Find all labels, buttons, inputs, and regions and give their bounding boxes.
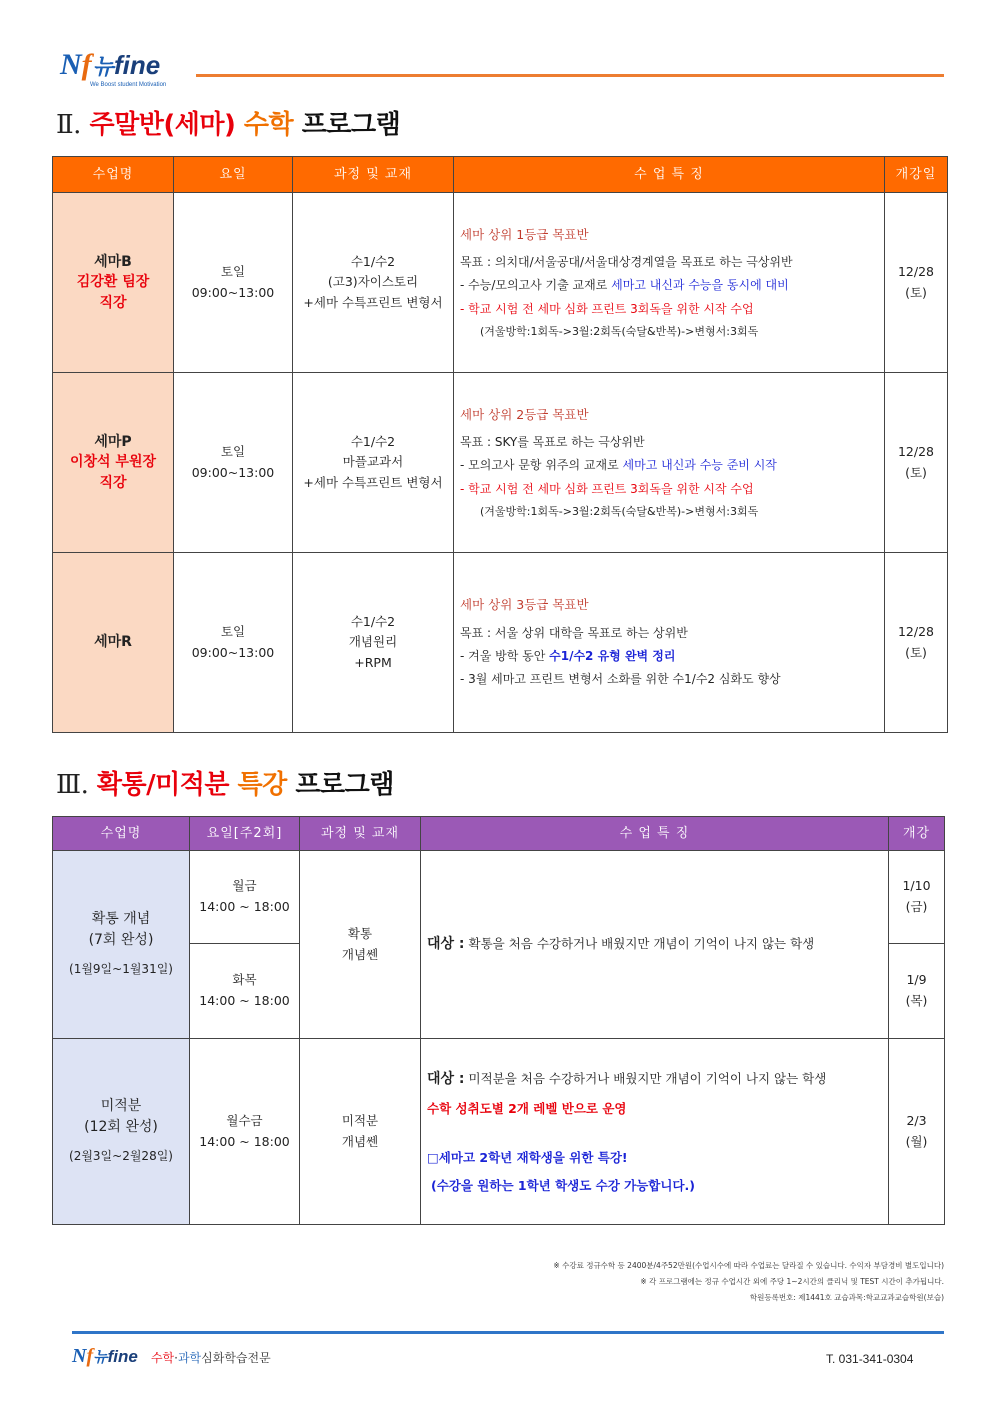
target-label: 대상 :	[427, 1070, 465, 1087]
feature-highlight: 수1/수2 유형 완벽 정리	[549, 648, 676, 663]
day-cell	[190, 851, 300, 944]
header-features: 수 업 특 징	[421, 817, 889, 851]
teacher-name: 이창석 부원장	[69, 454, 157, 471]
features-cell	[421, 851, 889, 1039]
start-date-cell	[885, 553, 948, 733]
footnotes	[553, 1258, 944, 1305]
feature-line: - 학교 시험 전 세마 심화 프린트 3회독을 위한 시작 수업	[460, 301, 754, 316]
header-features: 수 업 특 징	[454, 157, 885, 193]
header-class-name: 수업명	[53, 157, 174, 193]
class-time: 14:00 ~ 18:00	[199, 899, 290, 914]
weekend-program-table	[52, 156, 948, 733]
table-header-row	[53, 817, 945, 851]
header-start-date: 개강일	[885, 157, 948, 193]
section3-title-c: 프로그램	[295, 770, 394, 800]
class-name: 세마R	[94, 634, 132, 651]
start-date-cell	[885, 193, 948, 373]
feature-line: - 모의고사 문항 위주의 교재로 세마고 내신과 수능 준비 시작	[460, 458, 777, 473]
feature-goal: 목표 : 서울 상위 대학을 목표로 하는 상위반	[460, 625, 688, 640]
class-day: 월수금	[226, 1112, 263, 1128]
section2-number: Ⅱ.	[56, 110, 81, 140]
class-day: 화목	[232, 972, 257, 988]
start-date: 1/9	[906, 972, 927, 988]
section3-title-a: 확통/미적분	[96, 770, 229, 800]
course-cell	[293, 193, 454, 373]
course-cell	[293, 553, 454, 733]
class-time: 14:00 ~ 18:00	[199, 993, 290, 1008]
class-time: 14:00 ~ 18:00	[199, 1133, 290, 1149]
class-name: 미적분	[100, 1098, 142, 1115]
features-cell	[454, 373, 885, 553]
section2-title	[56, 104, 400, 141]
header-course: 과정 및 교재	[293, 157, 454, 193]
class-day: 토일	[220, 263, 246, 279]
table-header-row	[53, 157, 948, 193]
start-weekday: (토)	[905, 284, 927, 300]
course-line: (고3)자이스토리	[327, 274, 419, 290]
class-name: 세마B	[94, 254, 132, 271]
header-day: 요일[주2회]	[190, 817, 300, 851]
day-cell	[174, 193, 293, 373]
start-date: 12/28	[897, 623, 935, 639]
feature-line: - 수능/모의고사 기출 교재로 세마고 내신과 수능을 동시에 대비	[460, 278, 789, 293]
course-line: 개념쎈	[341, 1133, 379, 1149]
start-date: 2/3	[906, 1112, 927, 1128]
course-cell	[300, 1039, 421, 1225]
footnote-line: 학원등록번호: 제1441호 교습과목:학교교과교습학원(보습)	[749, 1292, 944, 1302]
start-weekday: (토)	[905, 644, 927, 660]
table-row	[53, 1039, 945, 1225]
start-weekday: (목)	[905, 993, 928, 1008]
footer-phone: T. 031-341-0304	[826, 1352, 914, 1366]
feature-heading: 세마 상위 3등급 목표반	[460, 597, 589, 613]
start-date: 1/10	[902, 878, 931, 894]
start-weekday: (토)	[905, 464, 927, 480]
start-date-cell	[889, 944, 945, 1039]
footnote-line: ※ 각 프로그램에는 정규 수업시간 외에 주당 1~2시간의 클리닉 및 TEST 시간이 추가됩니다.	[640, 1276, 944, 1286]
start-date: 12/28	[897, 263, 935, 279]
special-lecture-table	[52, 816, 945, 1225]
section2-title-c: 프로그램	[301, 110, 401, 140]
target-line	[427, 1064, 888, 1095]
feature-goal: 목표 : SKY를 목표로 하는 극상위반	[460, 434, 645, 449]
course-line: 수1/수2	[350, 433, 396, 449]
features-cell	[421, 1039, 889, 1225]
class-name-cell	[53, 553, 174, 733]
feature-note: (겨울방학:1회독->3월:2회독(숙달&반복)->변형서:3회독	[480, 325, 759, 339]
class-name-cell	[53, 1039, 190, 1225]
level-note: 수학 성취도별 2개 레벨 반으로 운영	[427, 1100, 627, 1116]
footnote-line: ※ 수강료 정규수학 등 2400분/4주52만원(수업시수에 따라 수업료는 달라질 수 있습니다. 수익자 부담경비 별도입니다)	[553, 1261, 944, 1270]
course-line: +세마 수특프린트 변형서	[303, 474, 443, 490]
header-divider	[196, 74, 944, 77]
logo-ko: 뉴	[92, 55, 114, 80]
class-period: (2월3일~2월28일)	[69, 1148, 173, 1163]
course-line: 개념원리	[348, 634, 398, 650]
start-date: 12/28	[897, 443, 935, 459]
class-sessions: (12회 완성)	[84, 1118, 158, 1135]
class-time: 09:00~13:00	[191, 284, 275, 300]
course-line: 마플교과서	[342, 454, 404, 470]
features-cell	[454, 553, 885, 733]
class-name-cell	[53, 193, 174, 373]
class-time: 09:00~13:00	[191, 464, 275, 480]
target-line	[427, 931, 888, 958]
feature-highlight: 세마고 내신과 수능 준비 시작	[622, 458, 777, 473]
day-cell	[190, 944, 300, 1039]
start-weekday: (월)	[905, 1133, 928, 1149]
start-date-cell	[889, 851, 945, 944]
header-start-date: 개강	[889, 817, 945, 851]
section2-title-b: 수학	[243, 110, 294, 140]
start-weekday: (금)	[905, 899, 928, 914]
target-text: 미적분을 처음 수강하거나 배웠지만 개념이 기억이 나지 않는 학생	[464, 1070, 827, 1086]
feature-line: - 학교 시험 전 세마 심화 프린트 3회독을 위한 시작 수업	[460, 481, 754, 496]
teacher-role: 직강	[99, 474, 127, 491]
class-name: 세마P	[94, 434, 132, 451]
course-line: 미적분	[341, 1112, 379, 1128]
footer-logo	[72, 1345, 271, 1368]
footer-logo-fine: fine	[107, 1347, 138, 1366]
header-day: 요일	[174, 157, 293, 193]
logo-tagline: We Boost student Motivation	[90, 82, 167, 88]
feature-heading: 세마 상위 2등급 목표반	[460, 406, 589, 422]
class-time: 09:00~13:00	[191, 644, 275, 660]
feature-line: - 3월 세마고 프린트 변형서 소화를 위한 수1/수2 심화도 향상	[460, 672, 781, 687]
course-line: 확통	[347, 925, 373, 941]
footer-logo-nf: Nf	[72, 1345, 94, 1367]
header-course: 과정 및 교재	[300, 817, 421, 851]
course-line: 수1/수2	[350, 253, 396, 269]
class-day: 토일	[220, 443, 246, 459]
class-name-cell	[53, 851, 190, 1039]
class-name: 확통 개념	[91, 911, 151, 928]
teacher-role: 직강	[99, 294, 127, 311]
course-line: +세마 수특프린트 변형서	[303, 294, 443, 310]
table-row	[53, 851, 945, 944]
feature-line: - 겨울 방학 동안 수1/수2 유형 완벽 정리	[460, 648, 676, 663]
start-date-cell	[885, 373, 948, 553]
special-note-sub: (수강을 원하는 1학년 학생도 수강 가능합니다.)	[431, 1177, 695, 1193]
section3-title-b: 특강	[237, 770, 287, 800]
table-row	[53, 373, 948, 553]
features-cell	[454, 193, 885, 373]
class-period: (1월9일~1월31일)	[69, 961, 173, 976]
day-cell	[174, 553, 293, 733]
class-day: 월금	[232, 878, 257, 894]
start-date-cell	[889, 1039, 945, 1225]
teacher-name: 김강환 팀장	[76, 274, 150, 291]
course-cell	[293, 373, 454, 553]
target-text: 확통을 처음 수강하거나 배웠지만 개념이 기억이 나지 않는 학생	[464, 935, 815, 951]
course-cell	[300, 851, 421, 1039]
course-line: 수1/수2	[350, 613, 396, 629]
class-day: 토일	[220, 623, 246, 639]
header-class-name: 수업명	[53, 817, 190, 851]
feature-highlight: 세마고 내신과 수능을 동시에 대비	[611, 278, 789, 293]
spacer	[427, 1122, 888, 1144]
section3-title	[56, 764, 394, 801]
target-label: 대상 :	[427, 935, 465, 952]
footer-divider	[72, 1331, 944, 1334]
table-row	[53, 193, 948, 373]
class-name-cell	[53, 373, 174, 553]
feature-note: (겨울방학:1회독->3월:2회독(숙달&반복)->변형서:3회독	[480, 505, 759, 519]
logo-nf: Nf	[60, 48, 92, 81]
feature-goal: 목표 : 의치대/서울공대/서울대상경계열을 목표로 하는 극상위반	[460, 254, 793, 269]
footer-slogan: 수학·과학심화학습전문	[150, 1351, 271, 1365]
logo-fine: fine	[113, 50, 161, 80]
section2-title-a: 주말반(세마)	[89, 110, 236, 140]
feature-heading: 세마 상위 1등급 목표반	[460, 226, 589, 242]
special-note: □세마고 2학년 재학생을 위한 특강!	[427, 1150, 628, 1166]
class-sessions: (7회 완성)	[88, 931, 154, 948]
brand-logo	[60, 48, 167, 88]
day-cell	[190, 1039, 300, 1225]
course-line: +RPM	[354, 654, 392, 670]
day-cell	[174, 373, 293, 553]
table-row	[53, 553, 948, 733]
course-line: 개념쎈	[341, 946, 379, 962]
section3-number: Ⅲ.	[56, 770, 89, 800]
footer-logo-ko: 뉴	[93, 1348, 108, 1366]
